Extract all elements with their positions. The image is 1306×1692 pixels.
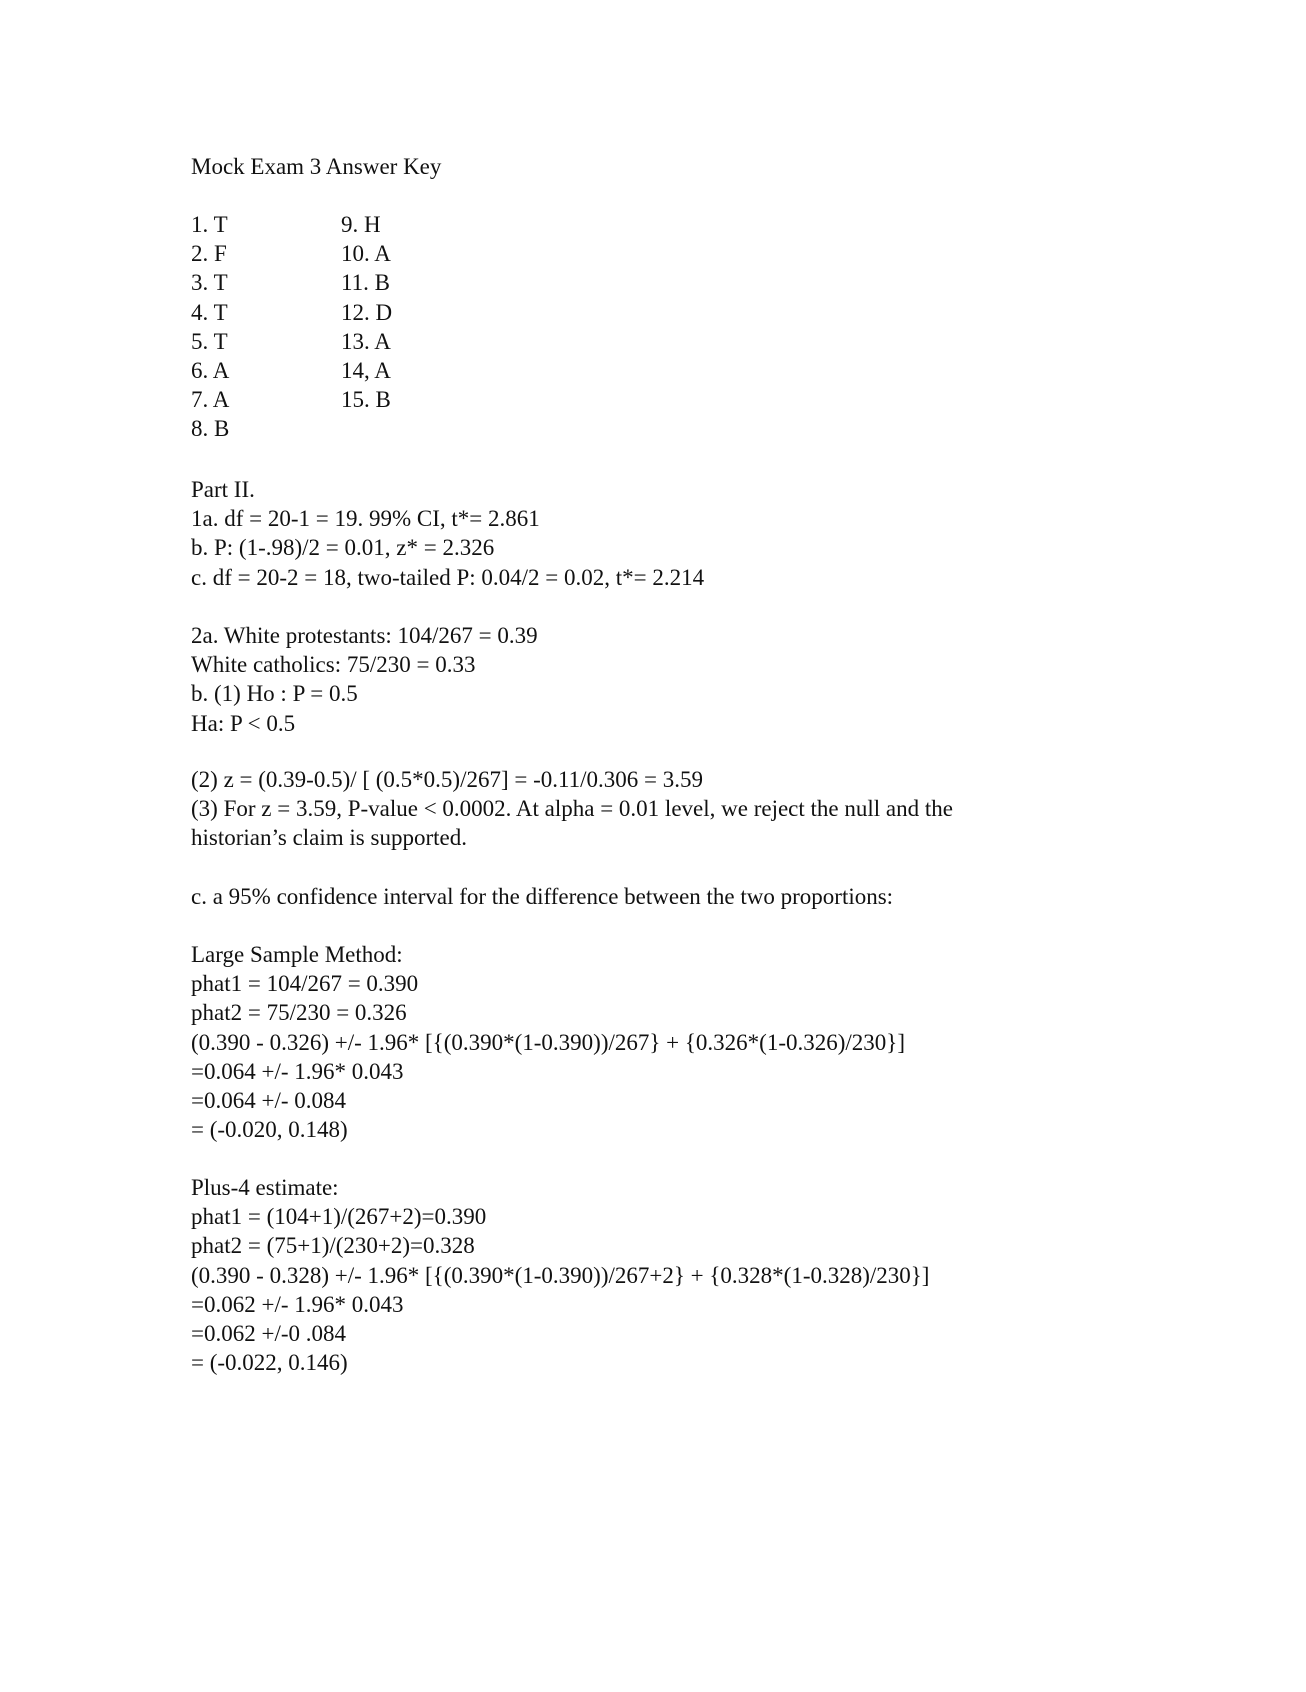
- answer-line: Ha: P < 0.5: [191, 710, 296, 736]
- answer-line: = (-0.022, 0.146): [191, 1350, 348, 1376]
- answer-line: White catholics: 75/230 = 0.33: [191, 652, 476, 678]
- answer-line: c. a 95% confidence interval for the difference between the two proportions:: [191, 884, 894, 909]
- answer-line: c. df = 20-2 = 18, two-tailed P: 0.04/2 = 0.02, t*= 2.214: [191, 564, 705, 590]
- answer-column-2: [341, 210, 392, 414]
- answer-line: phat2 = 75/230 = 0.326: [191, 1000, 407, 1026]
- answer-item: 6. A: [191, 357, 230, 383]
- answer-item: 8. B: [191, 416, 230, 442]
- answer-item: 14, A: [341, 357, 391, 383]
- answer-line: = (-0.020, 0.148): [191, 1117, 348, 1143]
- section-heading: Part II.: [191, 477, 255, 502]
- answer-line: (3) For z = 3.59, P-value < 0.0002. At alpha = 0.01 level, we reject the null and the: [191, 796, 953, 822]
- answer-item: 3. T: [191, 270, 228, 296]
- answer-line: =0.062 +/-0 .084: [191, 1320, 346, 1346]
- answer-item: 11. B: [341, 270, 390, 296]
- part-two-section: [191, 475, 704, 592]
- hypothesis-test-section: [191, 765, 953, 853]
- answer-line: (0.390 - 0.326) +/- 1.96* [{(0.390*(1-0.390))/267} + {0.326*(1-0.326)/230}]: [191, 1029, 905, 1055]
- answer-line: 1a. df = 20-1 = 19. 99% CI, t*= 2.861: [191, 506, 540, 532]
- answer-line: b. (1) Ho : P = 0.5: [191, 681, 358, 707]
- large-sample-method-section: [191, 940, 905, 1144]
- section-heading: Large Sample Method:: [191, 942, 403, 967]
- answer-line: =0.062 +/- 1.96* 0.043: [191, 1291, 404, 1317]
- question-2-section: [191, 621, 538, 738]
- answer-item: 7. A: [191, 387, 230, 413]
- plus-4-estimate-section: [191, 1173, 929, 1377]
- answer-line: phat2 = (75+1)/(230+2)=0.328: [191, 1233, 475, 1259]
- section-heading: Plus-4 estimate:: [191, 1175, 339, 1200]
- answer-line: b. P: (1-.98)/2 = 0.01, z* = 2.326: [191, 535, 495, 561]
- answer-line: =0.064 +/- 0.084: [191, 1087, 346, 1113]
- answer-line: historian’s claim is supported.: [191, 825, 467, 851]
- answer-item: 4. T: [191, 299, 228, 325]
- answer-item: 9. H: [341, 212, 381, 237]
- answer-item: 5. T: [191, 328, 228, 354]
- answer-line: phat1 = (104+1)/(267+2)=0.390: [191, 1204, 487, 1230]
- answer-line: (0.390 - 0.328) +/- 1.96* [{(0.390*(1-0.390))/267+2} + {0.328*(1-0.328)/230}]: [191, 1262, 930, 1288]
- answer-line: =0.064 +/- 1.96* 0.043: [191, 1058, 404, 1084]
- answer-item: 13. A: [341, 328, 391, 354]
- answer-line: 2a. White protestants: 104/267 = 0.39: [191, 623, 538, 648]
- answer-item: 1. T: [191, 212, 228, 237]
- answer-item: 10. A: [341, 241, 391, 267]
- answer-column-1: [191, 210, 229, 444]
- answer-line: phat1 = 104/267 = 0.390: [191, 971, 419, 997]
- document-title: Mock Exam 3 Answer Key: [191, 154, 442, 179]
- answer-item: 15. B: [341, 387, 391, 413]
- answer-item: 12. D: [341, 299, 393, 325]
- answer-line: (2) z = (0.39-0.5)/ [ (0.5*0.5)/267] = -0.11/0.306 = 3.59: [191, 767, 704, 792]
- answer-item: 2. F: [191, 241, 227, 267]
- confidence-interval-prompt: [191, 882, 893, 911]
